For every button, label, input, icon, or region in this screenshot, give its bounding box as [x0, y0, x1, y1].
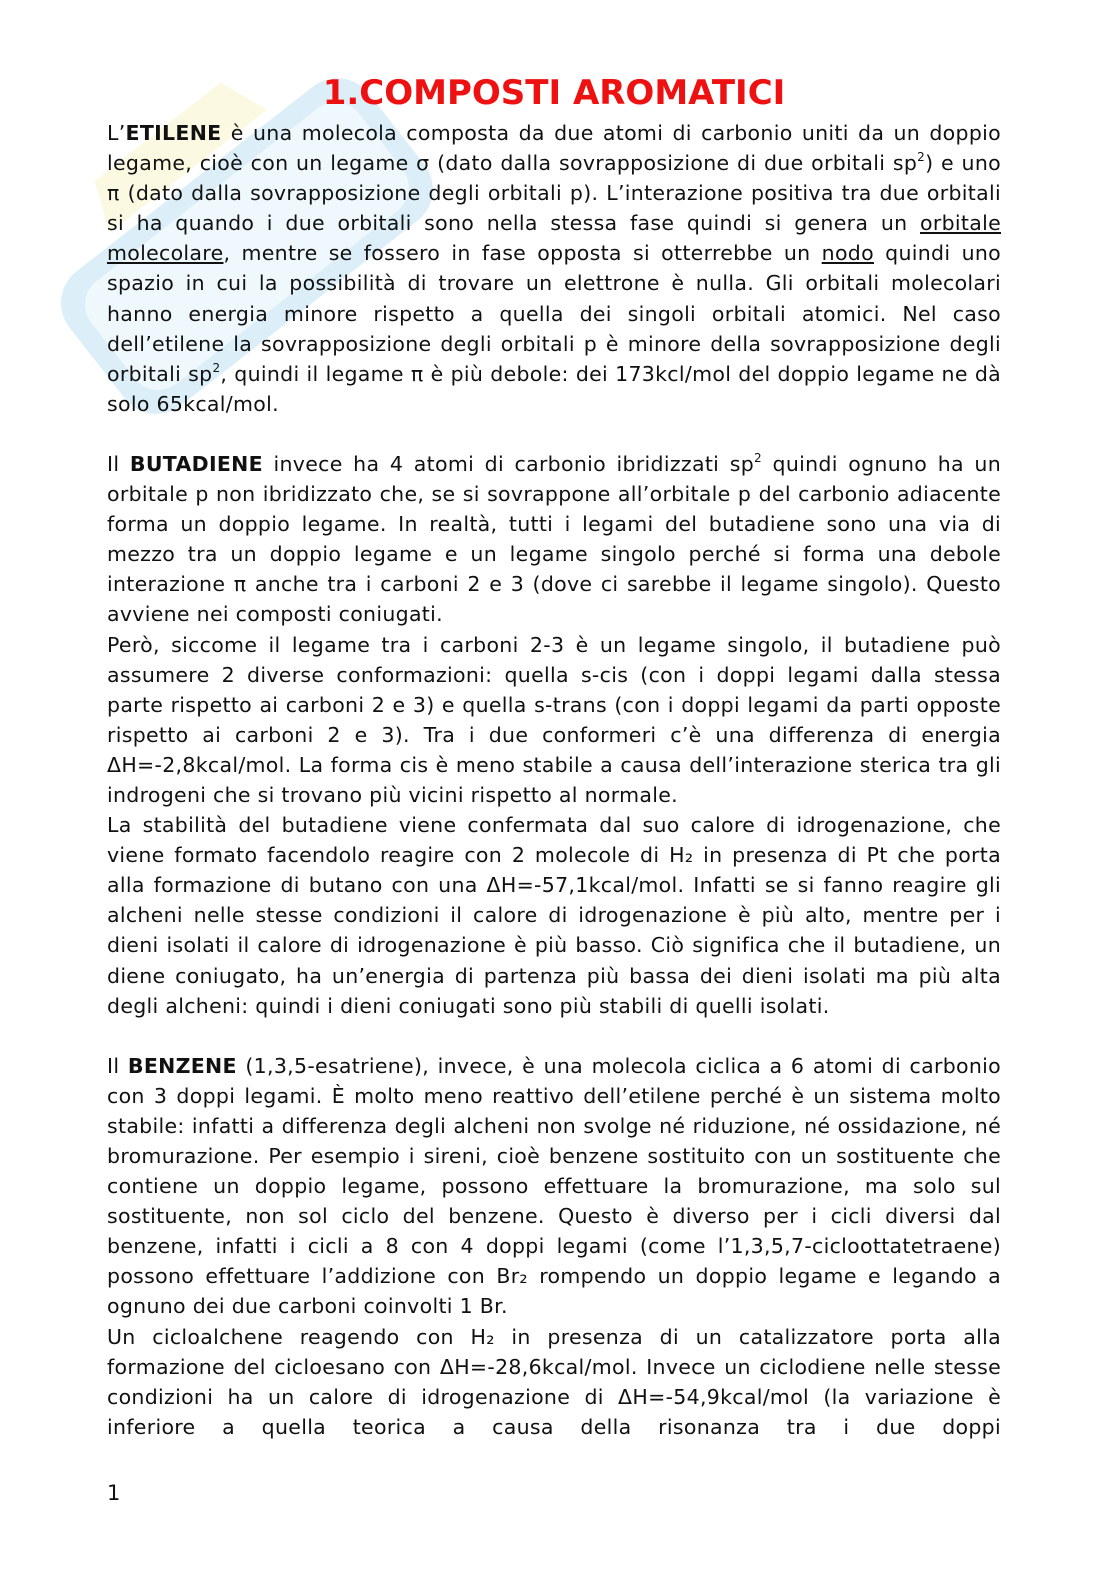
paragraph-butadiene: Il BUTADIENE invece ha 4 atomi di carbonio ibridizzati $sp^2$ quindi ognuno ha un orbitale p non ibridizzato che, se si sovrappone all’orbitale p del carbonio adiacente forma un doppio legame. In realtà, tutti i legami del butadiene sono una via di mezzo tra un doppio legame e un legame singolo perché si forma una debole interazione π anche tra i carboni 2 e 3 (dove ci sarebbe il legame singolo). Questo avviene nei composti coniugati. — [107, 450, 1001, 627]
term-benzene: BENZENE — [127, 1053, 237, 1078]
paragraph-etilene: L’ETILENE è una molecola composta da due atomi di carbonio uniti da un doppio legame, cioè con un legame σ (dato dalla sovrapposizione di due orbitali $sp^2$) e uno π (dato dalla sovrapposizione degli orbitali p). L’interazione positiva tra due orbitali si ha quando i due orbitali sono nella stessa fase quindi si genera un orbitale molecolare, mentre se fossero in fase opposta si otterrebbe un nodo quindi uno spazio in cui la possibilità di trovare un elettrone è nulla. Gli orbitali molecolari hanno energia minore rispetto a quella dei singoli orbitali atomici. Nel caso dell’etilene la sovrapposizione degli orbitali p è minore della sovrapposizione degli orbitali $sp^2$, quindi il legame π è più debole: dei 173kcl/mol del doppio legame ne dà solo 65kcal/mol. — [107, 121, 1001, 416]
page-title: 1.COMPOSTI AROMATICI — [322, 73, 786, 113]
paragraph-benzene: Il BENZENE (1,3,5-esatriene), invece, è una molecola ciclica a 6 atomi di carbonio con 3 doppi legami. È molto meno reattivo dell’etilene perché è un sistema molto stabile: infatti a differenza degli alcheni non svolge né riduzione, né ossidazione, né bromurazione. Per esempio i sireni, cioè benzene sostituito con un sostituente che contiene un doppio legame, possono effettuare la bromurazione, ma solo sul sostituente, non sol ciclo del benzene. Questo è diverso per i cicli diversi dal benzene, infatti i cicli a 8 con 4 doppi legami (come l’1,3,5,7-cicloottatetraene) possono effettuare l’addizione con Br₂ rompendo un doppio legame e legando a ognuno dei due carboni coinvolti 1 Br. — [107, 1053, 1001, 1319]
paragraph-cicloalchene: Un cicloalchene reagendo con H₂ in presenza di un catalizzatore porta alla formazione del cicloesano con ΔH=-28,6kcal/mol. Invece un ciclodiene nelle stesse condizioni ha un calore di idrogenazione di ΔH=-54,9kcal/mol (la variazione è inferiore a quella teorica a causa della risonanza tra i due doppi — [107, 1324, 1001, 1439]
term-orbitale-molecolare: orbitale molecolare — [107, 211, 1001, 266]
paragraph-stabilita: La stabilità del butadiene viene confermata dal suo calore di idrogenazione, che viene formato facendolo reagire con 2 molecole di H₂ in presenza di Pt che porta alla formazione di butano con una ΔH=-57,1kcal/mol. Infatti se si fanno reagire gli alcheni nelle stesse condizioni il calore di idrogenazione è più alto, mentre per i dieni isolati il calore di idrogenazione è più basso. Ciò significa che il butadiene, un diene coniugato, ha un’energia di partenza più bassa dei dieni isolati ma più alta degli alcheni: quindi i dieni coniugati sono più stabili di quelli isolati. — [107, 813, 1001, 1018]
document-page — [107, 70, 1001, 1442]
page-number: 1 — [107, 1481, 121, 1505]
paragraph-conformazioni: Però, siccome il legame tra i carboni 2-3 è un legame singolo, il butadiene può assumere 2 diverse conformazioni: quella s-cis (con i doppi legami dalla stessa parte rispetto ai carboni 2 e 3) e quella s-trans (con i doppi legami da parti opposte rispetto ai carboni 2 e 3). Tra i due conformeri c’è una differenza di energia ΔH=-2,8kcal/mol. La forma cis è meno stabile a causa dell’interazione sterica tra gli indrogeni che si trovano più vicini rispetto al normale. — [107, 632, 1001, 807]
term-nodo: nodo — [821, 241, 874, 266]
term-butadiene: BUTADIENE — [129, 451, 263, 476]
term-etilene: ETILENE — [125, 121, 222, 145]
